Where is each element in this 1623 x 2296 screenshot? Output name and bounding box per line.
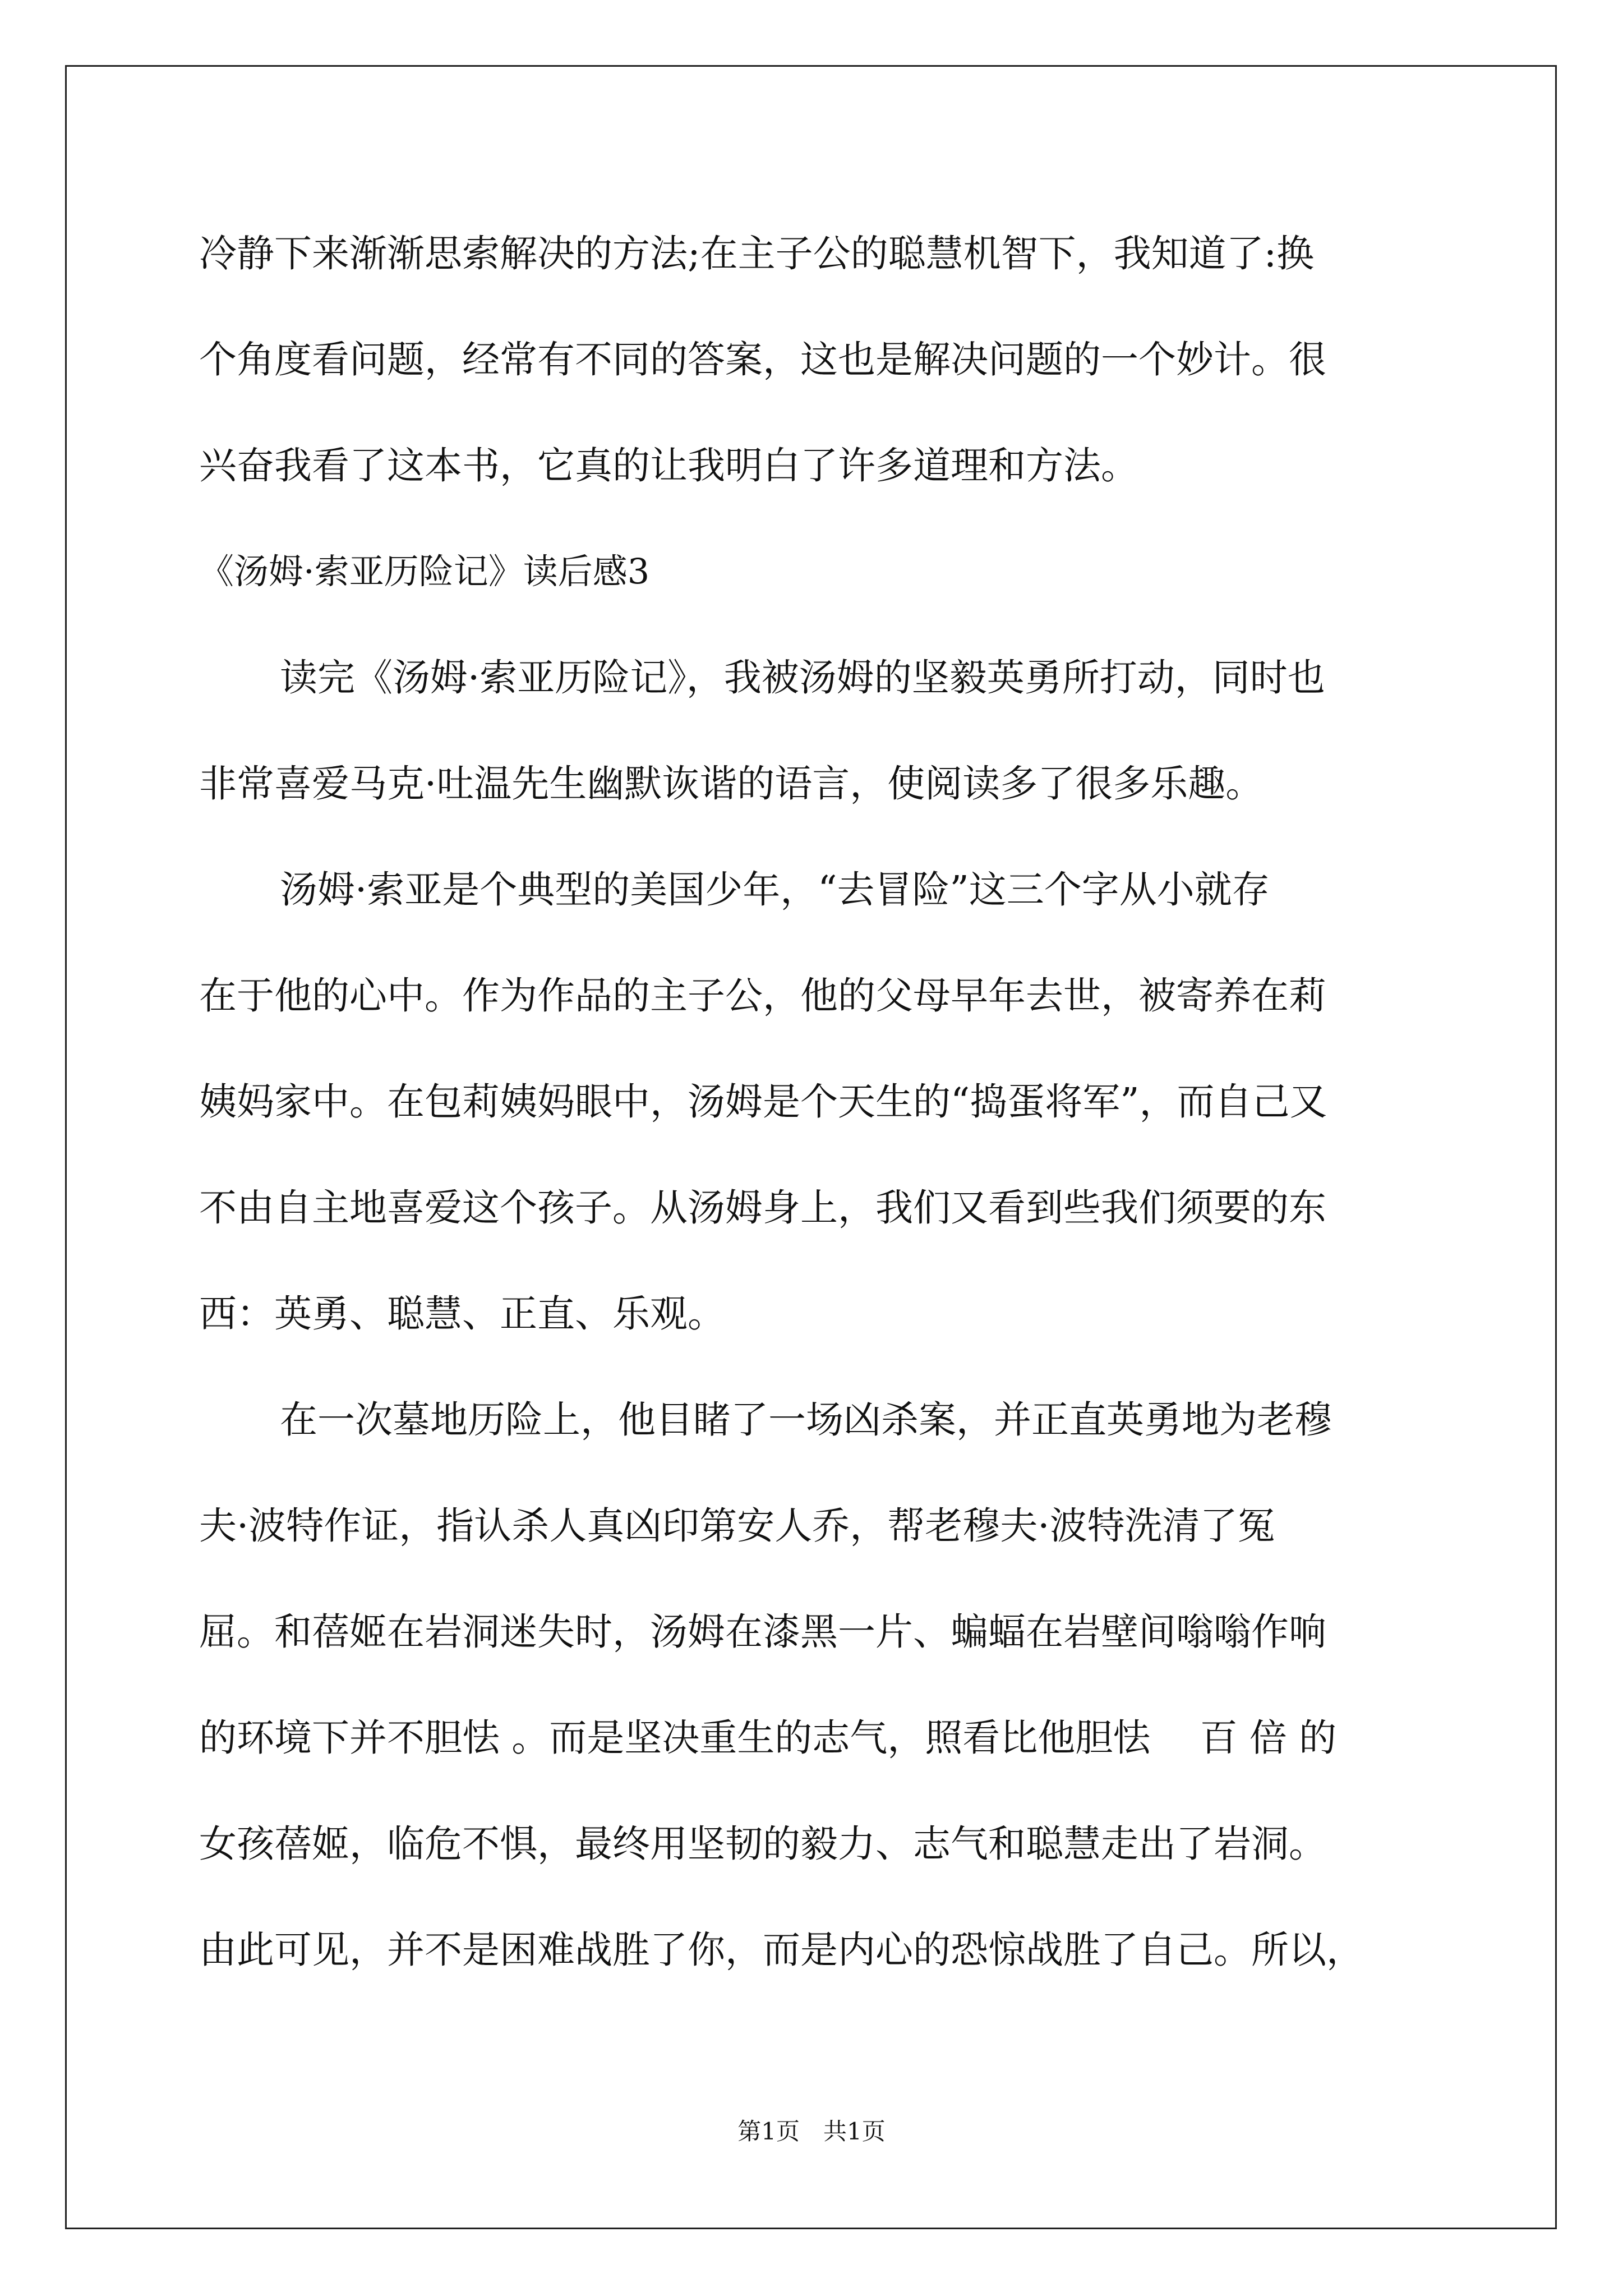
text-line: 西：英勇、聪慧、正直、乐观。	[199, 1292, 725, 1336]
section-heading: 《汤姆·索亚历险记》读后感3	[199, 551, 650, 592]
text-line: 兴奋我看了这本书，它真的让我明白了许多道理和方法。	[199, 444, 1138, 487]
text-line: 女孩蓓姬，临危不惧，最终用坚韧的毅力、志气和聪慧走出了岩洞。	[199, 1822, 1326, 1866]
text-line: 个角度看问题，经常有不同的答案，这也是解决问题的一个妙计。很	[199, 338, 1326, 381]
paragraph-start: 读完《汤姆·索亚历险记》，我被汤姆的坚毅英勇所打动，同时也	[280, 656, 1325, 700]
text-line: 姨妈家中。在包莉姨妈眼中，汤姆是个天生的“捣蛋将军”，而自己又	[199, 1080, 1327, 1124]
text-line: 非常喜爱马克·吐温先生幽默诙谐的语言，使阅读多了很多乐趣。	[199, 762, 1264, 806]
text-line: 的环境下并不胆怯 。而是坚决重生的志气，照看比他胆怯 百 倍 的	[199, 1716, 1337, 1760]
paragraph-start: 汤姆·索亚是个典型的美国少年，“去冒险”这三个字从小就存	[280, 868, 1270, 912]
text-line: 夫·波特作证，指认杀人真凶印第安人乔，帮老穆夫·波特洗清了冤	[199, 1504, 1275, 1548]
text-line: 冷静下来渐渐思索解决的方法;在主子公的聪慧机智下，我知道了:换	[199, 232, 1315, 275]
paragraph-start: 在一次墓地历险上，他目睹了一场凶杀案，并正直英勇地为老穆	[280, 1398, 1332, 1442]
text-line: 在于他的心中。作为作品的主子公，他的父母早年去世，被寄养在莉	[199, 974, 1326, 1018]
page-footer: 第1页 共1页	[737, 2118, 886, 2145]
page-border	[65, 65, 1557, 2229]
text-line: 由此可见，并不是困难战胜了你，而是内心的恐惊战胜了自己。所以，	[199, 1928, 1364, 1972]
text-line: 不由自主地喜爱这个孩子。从汤姆身上，我们又看到些我们须要的东	[199, 1186, 1326, 1230]
text-line: 屈。和蓓姬在岩洞迷失时，汤姆在漆黑一片、蝙蝠在岩壁间嗡嗡作响	[199, 1610, 1326, 1654]
